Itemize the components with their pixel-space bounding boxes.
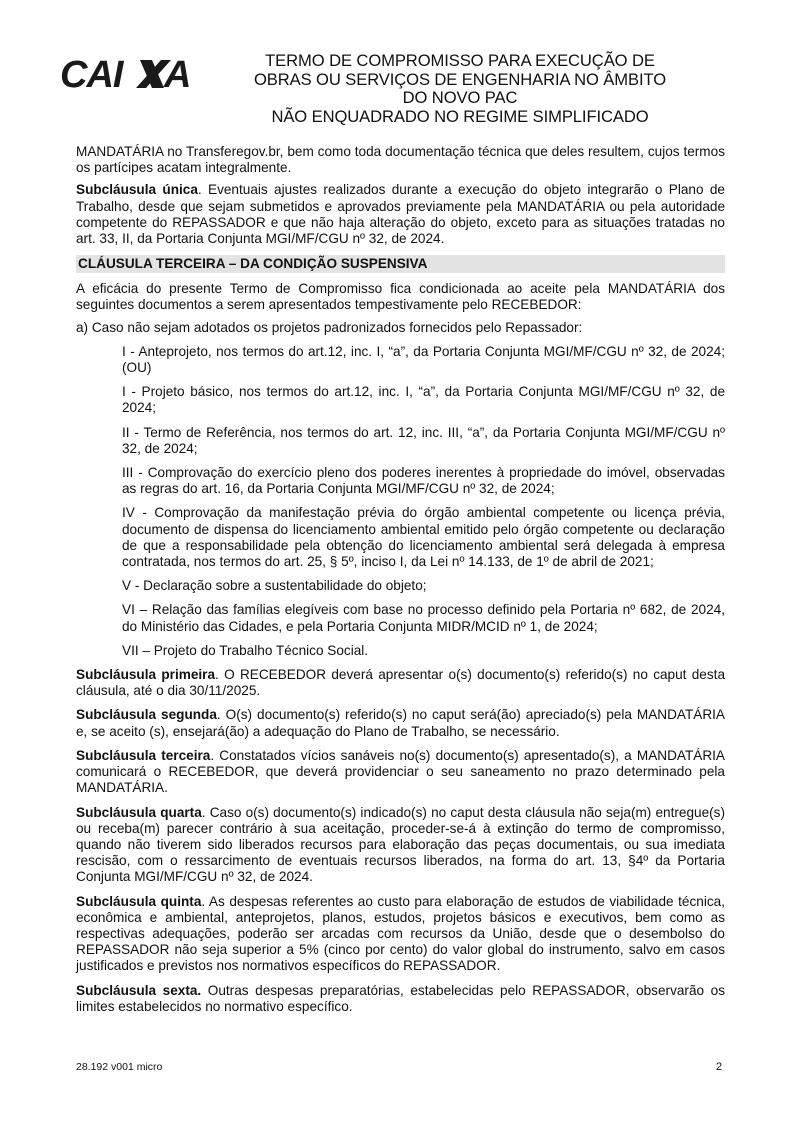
document-title: [225, 52, 695, 126]
list-item: I - Projeto básico, nos termos do art.12, inc. I, “a”, da Portaria Conjunta MGI/MF/CGU nº 32, de 2024;: [122, 384, 725, 416]
document-code: 28.192 v001 micro: [76, 1061, 163, 1073]
subclause-label: Subcláusula quarta: [76, 804, 202, 820]
list-item: I - Anteprojeto, nos termos do art.12, inc. I, “a”, da Portaria Conjunta MGI/MF/CGU nº 32, de 2024; (OU): [122, 343, 725, 376]
subclause-label: Subcláusula primeira: [76, 667, 216, 683]
subclause-text: . As despesas referentes ao custo para elaboração de estudos de viabilidade técnica, econômica e ambiental, anteprojetos, planos, estudos, projetos básicos e executivos, bem como as respectivas adequações, poderão ser arcadas com recursos da União, desde que o desembolso do REPASSADOR não seja superior a 5% (cinco por cento) do valor global do instrumento, salvo em casos justificados e previstos nos normativos específicos do REPASSADOR.: [76, 893, 725, 974]
subclause-quarta: [76, 805, 725, 886]
subclause-segunda: [76, 707, 725, 739]
subclause-unica: [76, 182, 725, 247]
subclause-text: . O RECEBEDOR deverá apresentar o(s) documento(s) referido(s) no caput desta cláusula, até o dia 30/11/2025.: [76, 667, 726, 699]
document-body: [76, 144, 725, 1023]
intro-paragraph: MANDATÁRIA no Transferegov.br, bem como toda documentação técnica que deles resultem, cujos termos os partícipes acatam integralmente.: [76, 144, 725, 176]
subclause-text: . O(s) documento(s) referido(s) no caput será(ão) apreciado(s) pela MANDATÁRIA e, se aceito (s), ensejará(ão) a adequação do Plano de Trabalho, se necessário.: [76, 707, 726, 739]
list-item: IV - Comprovação da manifestação prévia do órgão ambiental competente ou licença prévia, documento de dispensa do licenciamento ambiental emitido pelo órgão competente ou declaração de que a responsabilidade pela obtenção do licenciamento ambiental será delegada à empresa contratada, nos termos do art. 25, § 5º, inciso I, da Lei nº 14.133, de 1º de abril de 2021;: [122, 505, 725, 570]
svg-text:CAI: CAI: [60, 57, 123, 91]
subclause-label: Subcláusula sexta.: [76, 982, 202, 998]
subclause-label: Subcláusula terceira: [76, 747, 211, 763]
subclause-quinta: [76, 894, 725, 975]
title-line-1: TERMO DE COMPROMISSO PARA EXECUÇÃO DE: [265, 51, 655, 70]
subclause-primeira: [76, 667, 725, 699]
list-item: VI – Relação das famílias elegíveis com base no processo definido pela Portaria nº 682, de 2024, do Ministério das Cidades, e pela Portaria Conjunta MIDR/MCID nº 1, de 2024;: [122, 602, 725, 634]
subclause-terceira: [76, 748, 725, 797]
list-item: VII – Projeto do Trabalho Técnico Social.: [122, 642, 369, 658]
subclause-text: Outras despesas preparatórias, estabelecidas pelo REPASSADOR, observarão os limites estabelecidos no normativo específico.: [76, 982, 725, 1014]
item-a: a) Caso não sejam adotados os projetos padronizados fornecidos pelo Repassador:: [76, 319, 583, 335]
subclause-label: Subcláusula única: [76, 182, 198, 198]
title-line-2: OBRAS OU SERVIÇOS DE ENGENHARIA NO ÂMBITO: [253, 69, 667, 89]
subclause-label: Subcláusula quinta: [76, 893, 202, 909]
subclause-text: . Eventuais ajustes realizados durante a execução do objeto integrarão o Plano de Trabalho, desde que sejam submetidos e aprovados previamente pela MANDATÁRIA ou pela autoridade competente do REPASSADOR e que não haja alteração do objeto, exceto para as situações tratadas no art. 33, II, da Portaria Conjunta MGI/MF/CGU nº 32, de 2024.: [76, 182, 725, 247]
page-number: 2: [716, 1061, 723, 1073]
svg-text:A: A: [164, 57, 192, 91]
title-line-3: DO NOVO PAC: [402, 88, 518, 108]
subclause-label: Subcláusula segunda: [76, 707, 217, 723]
subclause-text: . Constatados vícios sanáveis no(s) documento(s) apresentado(s), a MANDATÁRIA comunicará o RECEBEDOR, que deverá providenciar o seu saneamento no prazo determinado pela MANDATÁRIA.: [76, 747, 725, 796]
caixa-logo-graphic: [60, 57, 200, 91]
caixa-logo: [60, 57, 200, 91]
list-item: II - Termo de Referência, nos termos do art. 12, inc. III, “a”, da Portaria Conjunta MGI/MF/CGU nº 32, de 2024;: [122, 424, 725, 456]
title-line-4: NÃO ENQUADRADO NO REGIME SIMPLIFICADO: [271, 106, 649, 126]
section-heading: CLÁUSULA TERCEIRA – DA CONDIÇÃO SUSPENSIVA: [76, 255, 725, 273]
subclause-sexta: [76, 983, 725, 1015]
list-item: III - Comprovação do exercício pleno dos poderes inerentes à propriedade do imóvel, observadas as regras do art. 16, da Portaria Conjunta MGI/MF/CGU nº 32, de 2024;: [122, 465, 725, 497]
list-item: V - Declaração sobre a sustentabilidade do objeto;: [122, 578, 427, 594]
subclause-text: . Caso o(s) documento(s) indicado(s) no caput desta cláusula não seja(m) entregue(s) ou receba(m) parecer contrário à sua aceitação, proceder-se-á à extinção do termo de compromisso, quando não tiverem sido liberados recursos para elaboração das peças documentais, ou sua imediata rescisão, com o ressarcimento de eventuais recursos liberados, na forma do art. 13, §4º da Portaria Conjunta MGI/MF/CGU nº 32, de 2024.: [76, 804, 725, 885]
section-intro: A eficácia do presente Termo de Compromisso fica condicionada ao aceite pela MANDATÁRIA dos seguintes documentos a serem apresentados tempestivamente pelo RECEBEDOR:: [76, 281, 725, 313]
